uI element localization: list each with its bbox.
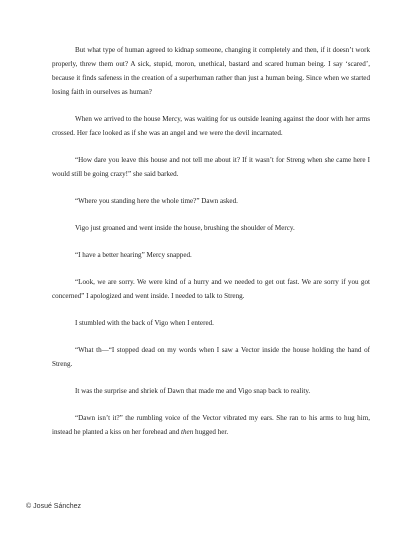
paragraph-5: Vigo just groaned and went inside the house, brushing the shoulder of Mercy. (75, 223, 295, 232)
paragraph-11-emphasis: then (181, 428, 194, 437)
paragraph-1: But what type of human agreed to kidnap someone, changing it completely and then, if it doesn’t work properly, threw them out? A sick, stupid, moron, unethical, bastard and scared human being. I say ‘scared’, because it finds safeness in the creation of a superhuman rather than just a human being. Since when we started losing faith in ourselves as human? (52, 46, 370, 96)
paragraph-3: “How dare you leave this house and not tell me about it? If it wasn’t for Streng when she came here I would still be going crazy!” she said barked. (52, 155, 370, 178)
paragraph-8: I stumbled with the back of Vigo when I entered. (75, 319, 214, 328)
paragraph-11-text-before: “Dawn isn’t it?” the rumbling voice of the Vector vibrated my ears. She ran to his arms to hug him, instead he planted a kiss on her forehead and (52, 414, 370, 437)
paragraph-11 (52, 412, 370, 440)
author-name: Josué Sánchez (33, 503, 82, 510)
copyright-icon: © (26, 503, 32, 510)
paragraph-4: “Where you standing here the whole time?” Dawn asked. (75, 196, 238, 205)
paragraph-7: “Look, we are sorry. We were kind of a hurry and we needed to get out fast. We are sorry if you got concerned” I apologized and went inside. I needed to talk to Streng. (52, 278, 370, 300)
paragraph-11-text-after: hugged her. (193, 428, 229, 437)
page-body-text (52, 44, 370, 453)
paragraph-10: It was the surprise and shriek of Dawn that made me and Vigo snap back to reality. (75, 387, 311, 396)
paragraph-2: When we arrived to the house Mercy, was waiting for us outside leaning against the door with her arms crossed. Her face looked as if she was an angel and we were the devil incarnated. (52, 114, 370, 137)
paragraph-9: “What th—“I stopped dead on my words when I saw a Vector inside the house holding the hand of Streng. (52, 346, 370, 369)
copyright-footer (26, 503, 81, 510)
paragraph-6: “I have a better hearing” Mercy snapped. (75, 251, 192, 259)
